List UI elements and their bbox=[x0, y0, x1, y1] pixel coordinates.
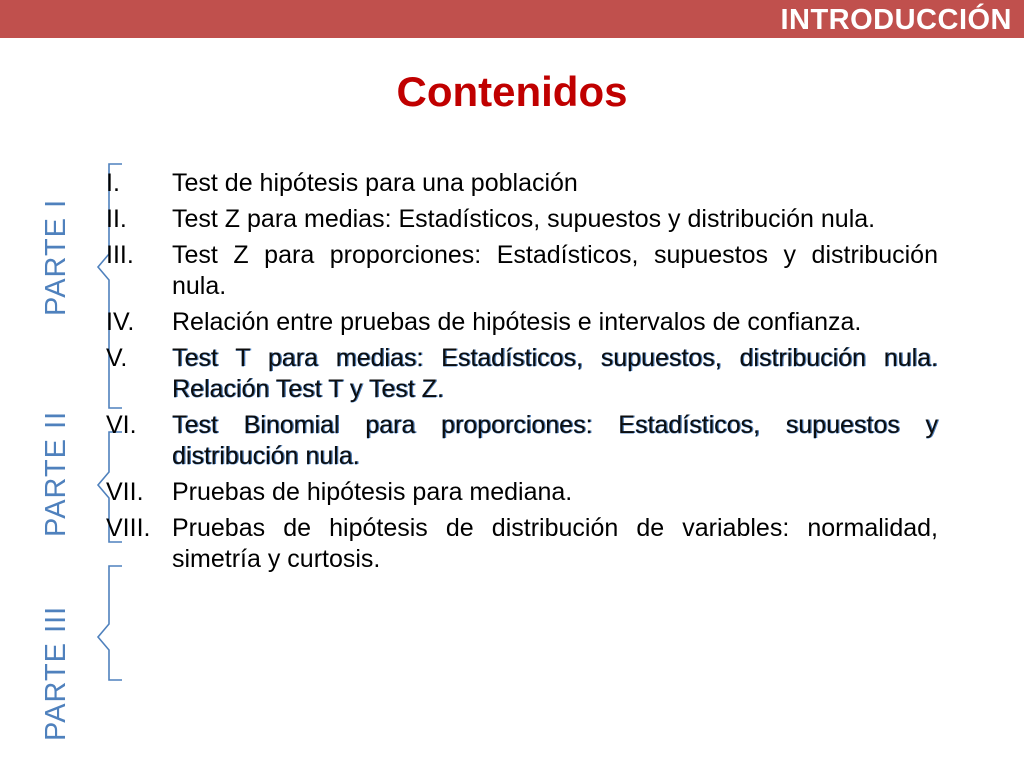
item-text: Test Z para proporciones: Estadísticos, supuestos y distribución nula. bbox=[172, 241, 938, 300]
item-text: Pruebas de hipótesis de distribución de variables: normalidad, simetría y curtosis. bbox=[172, 514, 938, 573]
item-number: III. bbox=[106, 241, 134, 269]
part-label-2: PARTE II bbox=[40, 410, 72, 537]
list-item bbox=[106, 307, 938, 338]
list-item bbox=[106, 477, 938, 508]
list-item bbox=[106, 343, 938, 405]
bracket-part-3 bbox=[98, 566, 122, 680]
item-number: VIII. bbox=[106, 514, 151, 542]
contents-list bbox=[106, 168, 938, 580]
page-title: Contenidos bbox=[396, 68, 628, 115]
part-label-1: PARTE I bbox=[40, 198, 72, 316]
item-number: VI. bbox=[106, 411, 137, 439]
section-label: INTRODUCCIÓN bbox=[780, 4, 1012, 36]
item-number: VII. bbox=[106, 478, 144, 506]
list-item bbox=[106, 513, 938, 575]
item-number: IV. bbox=[106, 308, 135, 336]
header-bar bbox=[0, 0, 1024, 38]
item-number: I. bbox=[106, 169, 120, 197]
list-item bbox=[106, 240, 938, 302]
item-text: Test Binomial para proporciones: Estadísticos, supuestos y distribución nula. bbox=[172, 411, 938, 470]
item-text: Pruebas de hipótesis para mediana. bbox=[172, 478, 573, 506]
list-item bbox=[106, 168, 938, 199]
item-text: Relación entre pruebas de hipótesis e intervalos de confianza. bbox=[172, 308, 862, 336]
part-label-3: PARTE III bbox=[40, 605, 72, 741]
item-text: Test Z para medias: Estadísticos, supuestos y distribución nula. bbox=[172, 205, 876, 233]
list-item bbox=[106, 204, 938, 235]
item-text: Test de hipótesis para una población bbox=[172, 169, 578, 197]
item-number: V. bbox=[106, 344, 128, 372]
item-number: II. bbox=[106, 205, 127, 233]
item-text: Test T para medias: Estadísticos, supuestos, distribución nula. Relación Test T y Test Z. bbox=[172, 344, 938, 403]
list-item bbox=[106, 410, 938, 472]
